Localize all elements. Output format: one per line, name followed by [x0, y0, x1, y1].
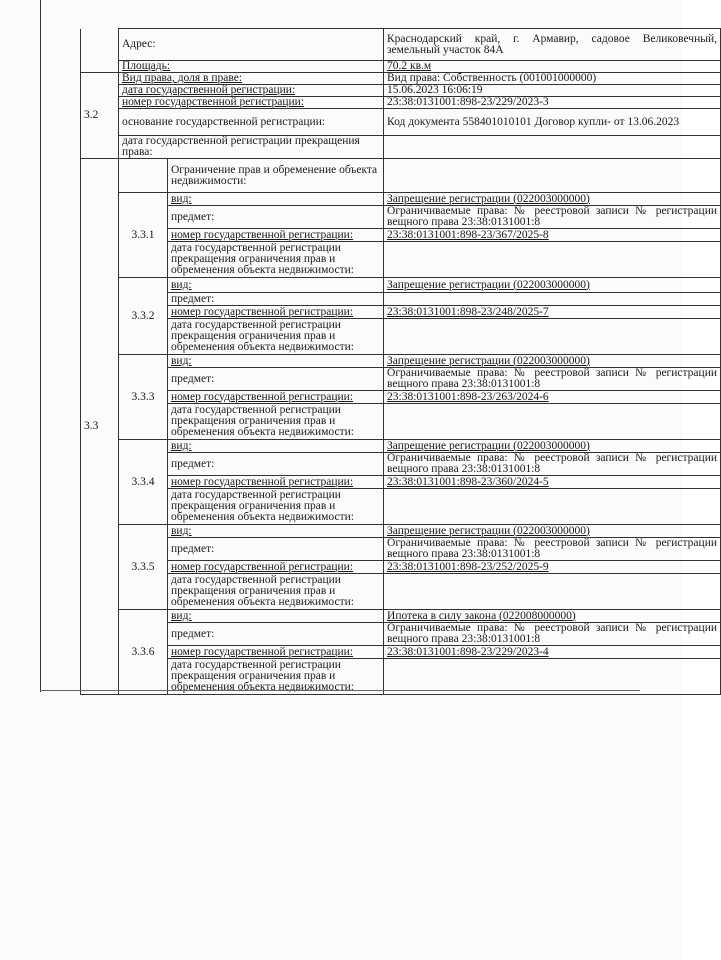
encumbrance-row-kind [81, 278, 721, 293]
row-value [384, 136, 721, 159]
header-value [384, 159, 721, 193]
entry-label: номер государственной регистрации: [168, 561, 384, 574]
entry-value [384, 404, 721, 440]
entry-value [384, 319, 721, 355]
encumbrance-row-kind [81, 193, 721, 206]
row-value: 15.06.2023 16:06:19 [384, 85, 721, 97]
entry-value: Ограничиваемые права: № реестровой записи № регистрации вещного права 23:38:0131001:8 [384, 623, 721, 646]
spacer [119, 159, 168, 193]
entry-number: 3.3.1 [119, 193, 168, 278]
entry-value: Запрещение регистрации (022003000000) [384, 355, 721, 368]
row-label: основание государственной регистрации: [119, 109, 384, 136]
entry-value: 23:38:0131001:898-23/248/2025-7 [384, 306, 721, 319]
encumbrance-row-subject [81, 538, 721, 561]
section-3-2-row [81, 136, 721, 159]
section-number: 3.3 [81, 159, 119, 695]
entry-label: дата государственной регистрации прекращения ограничения прав и обременения объекта недвижимости: [168, 319, 384, 355]
entry-label: номер государственной регистрации: [168, 391, 384, 404]
address-label: Адрес: [119, 29, 384, 61]
entry-value: Запрещение регистрации (022003000000) [384, 525, 721, 538]
entry-label: предмет: [168, 538, 384, 561]
encumbrance-row-reg-number [81, 476, 721, 489]
area-label: Площадь: [119, 61, 384, 73]
entry-number: 3.3.6 [119, 610, 168, 695]
entry-label: вид: [168, 525, 384, 538]
encumbrance-row-kind [81, 525, 721, 538]
encumbrance-row-kind [81, 355, 721, 368]
row-label: дата государственной регистрации прекращения права: [119, 136, 384, 159]
entry-label: вид: [168, 278, 384, 293]
page-bottom-line [40, 690, 640, 691]
encumbrance-row-end-date [81, 319, 721, 355]
entry-value: Запрещение регистрации (022003000000) [384, 278, 721, 293]
margin-line [40, 0, 41, 692]
row-label: номер государственной регистрации: [119, 97, 384, 109]
entry-label: вид: [168, 610, 384, 623]
row-value: Вид права: Собственность (001001000000) [384, 73, 721, 85]
entry-label: дата государственной регистрации прекращения ограничения прав и обременения объекта недвижимости: [168, 242, 384, 278]
entry-value [384, 489, 721, 525]
encumbrance-row-subject [81, 453, 721, 476]
encumbrance-row-reg-number [81, 306, 721, 319]
entry-number: 3.3.5 [119, 525, 168, 610]
encumbrance-row-subject [81, 293, 721, 306]
entry-label: дата государственной регистрации прекращения ограничения прав и обременения объекта недвижимости: [168, 404, 384, 440]
area-row [81, 61, 721, 73]
entry-label: вид: [168, 193, 384, 206]
entry-value: Ограничиваемые права: № реестровой записи № регистрации вещного права 23:38:0131001:8 [384, 538, 721, 561]
encumbrance-row-end-date [81, 574, 721, 610]
entry-value [384, 293, 721, 306]
encumbrance-row-end-date [81, 404, 721, 440]
entry-label: номер государственной регистрации: [168, 229, 384, 242]
entry-label: номер государственной регистрации: [168, 646, 384, 659]
encumbrance-row-reg-number [81, 646, 721, 659]
row-label: дата государственной регистрации: [119, 85, 384, 97]
encumbrance-row-subject [81, 368, 721, 391]
entry-value: Ипотека в силу закона (022008000000) [384, 610, 721, 623]
entry-value: Ограничиваемые права: № реестровой записи № регистрации вещного права 23:38:0131001:8 [384, 368, 721, 391]
entry-value: 23:38:0131001:898-23/252/2025-9 [384, 561, 721, 574]
section-3-2-row [81, 85, 721, 97]
entry-value: Запрещение регистрации (022003000000) [384, 440, 721, 453]
entry-number: 3.3.2 [119, 278, 168, 355]
encumbrance-row-subject [81, 206, 721, 229]
entry-number: 3.3.3 [119, 355, 168, 440]
section-3-2-row [81, 73, 721, 85]
entry-value: 23:38:0131001:898-23/263/2024-6 [384, 391, 721, 404]
encumbrance-row-kind [81, 610, 721, 623]
row-label: Вид права, доля в праве: [119, 73, 384, 85]
section-3-2-row [81, 109, 721, 136]
entry-label: предмет: [168, 293, 384, 306]
address-value: Краснодарский край, г. Армавир, садовое Великовечный, земельный участок 84А [384, 29, 721, 61]
address-row [81, 29, 721, 61]
area-value: 70.2 кв.м [384, 61, 721, 73]
entry-label: предмет: [168, 623, 384, 646]
encumbrance-row-reg-number [81, 391, 721, 404]
encumbrance-row-end-date [81, 489, 721, 525]
entry-value: 23:38:0131001:898-23/229/2023-4 [384, 646, 721, 659]
encumbrance-row-kind [81, 440, 721, 453]
entry-number: 3.3.4 [119, 440, 168, 525]
entry-label: предмет: [168, 453, 384, 476]
entry-value: 23:38:0131001:898-23/367/2025-8 [384, 229, 721, 242]
entry-label: предмет: [168, 206, 384, 229]
entry-value: Ограничиваемые права: № реестровой записи № регистрации вещного права 23:38:0131001:8 [384, 206, 721, 229]
encumbrance-row-reg-number [81, 561, 721, 574]
row-value: Код документа 558401010101 Договор купли- от 13.06.2023 [384, 109, 721, 136]
entry-label: дата государственной регистрации прекращения ограничения прав и обременения объекта недвижимости: [168, 659, 384, 695]
entry-value [384, 242, 721, 278]
section-header: Ограничение прав и обременение объекта недвижимости: [168, 159, 384, 193]
row-value: 23:38:0131001:898-23/229/2023-3 [384, 97, 721, 109]
entry-label: номер государственной регистрации: [168, 476, 384, 489]
encumbrance-row-reg-number [81, 229, 721, 242]
entry-value [384, 574, 721, 610]
entry-value: Запрещение регистрации (022003000000) [384, 193, 721, 206]
entry-value: Ограничиваемые права: № реестровой записи № регистрации вещного права 23:38:0131001:8 [384, 453, 721, 476]
entry-label: вид: [168, 355, 384, 368]
rights-table [80, 28, 721, 695]
entry-label: предмет: [168, 368, 384, 391]
section-number: 3.2 [81, 73, 119, 159]
encumbrance-row-subject [81, 623, 721, 646]
entry-label: номер государственной регистрации: [168, 306, 384, 319]
section-3-3-header-row [81, 159, 721, 193]
encumbrance-row-end-date [81, 242, 721, 278]
section-3-2-row [81, 97, 721, 109]
entry-label: дата государственной регистрации прекращения ограничения прав и обременения объекта недвижимости: [168, 489, 384, 525]
entry-label: дата государственной регистрации прекращения ограничения прав и обременения объекта недвижимости: [168, 574, 384, 610]
entry-label: вид: [168, 440, 384, 453]
entry-value: 23:38:0131001:898-23/360/2024-5 [384, 476, 721, 489]
